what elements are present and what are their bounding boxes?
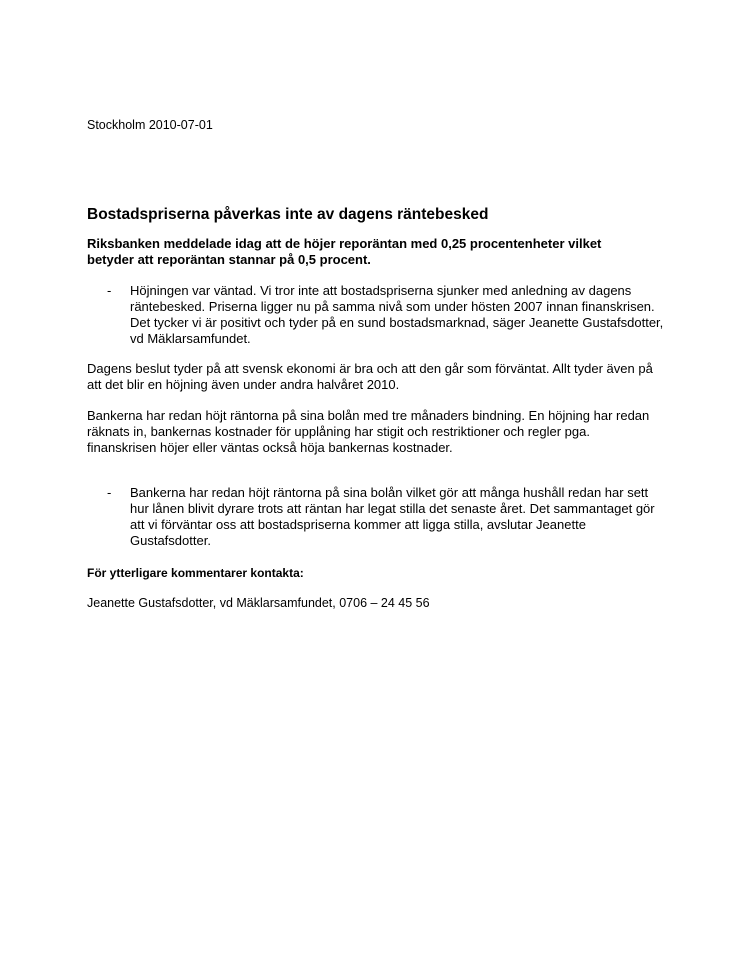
contact-heading: För ytterligare kommentarer kontakta: xyxy=(87,566,304,580)
quote-text-1: Höjningen var väntad. Vi tror inte att bostadspriserna sjunker med anledning av dagens räntebesked. Priserna ligger nu på samma nivå som under hösten 2007 innan finanskrisen. Det tycker vi är positivt och tyder på en sund bostadsmarknad, säger Jeanette Gustafsdotter, vd Mäklarsamfundet. xyxy=(130,283,664,346)
bullet-dash: - xyxy=(107,283,112,298)
quote-item-2 xyxy=(87,485,667,549)
contact-line: Jeanette Gustafsdotter, vd Mäklarsamfundet, 0706 – 24 45 56 xyxy=(87,596,430,610)
headline: Bostadspriserna påverkas inte av dagens räntebesked xyxy=(87,206,489,223)
dateline: Stockholm 2010-07-01 xyxy=(87,118,213,132)
body-paragraph-2: Bankerna har redan höjt räntorna på sina bolån med tre månaders bindning. En höjning har redan räknats in, bankernas kostnader för upplåning har stigit och restriktioner och regler pga. finanskrisen höjer eller väntas också höja bankernas kostnader. xyxy=(87,408,650,455)
quote-item-1 xyxy=(87,283,667,347)
body-paragraph-1: Dagens beslut tyder på att svensk ekonomi är bra och att den går som förväntat. Allt tyder även på att det blir en höjning även under andra halvåret 2010. xyxy=(87,361,653,392)
bullet-dash: - xyxy=(107,485,112,500)
lead-paragraph: Riksbanken meddelade idag att de höjer reporäntan med 0,25 procentenheter vilket betyder att reporäntan stannar på 0,5 procent. xyxy=(87,236,602,267)
quote-text-2: Bankerna har redan höjt räntorna på sina bolån vilket gör att många hushåll redan har sett hur lånen blivit dyrare trots att räntan har legat stilla det senaste året. Det sammantaget gör att vi förväntar oss att bostadspriserna kommer att ligga stilla, avslutar Jeanette Gustafsdotter. xyxy=(130,485,655,548)
